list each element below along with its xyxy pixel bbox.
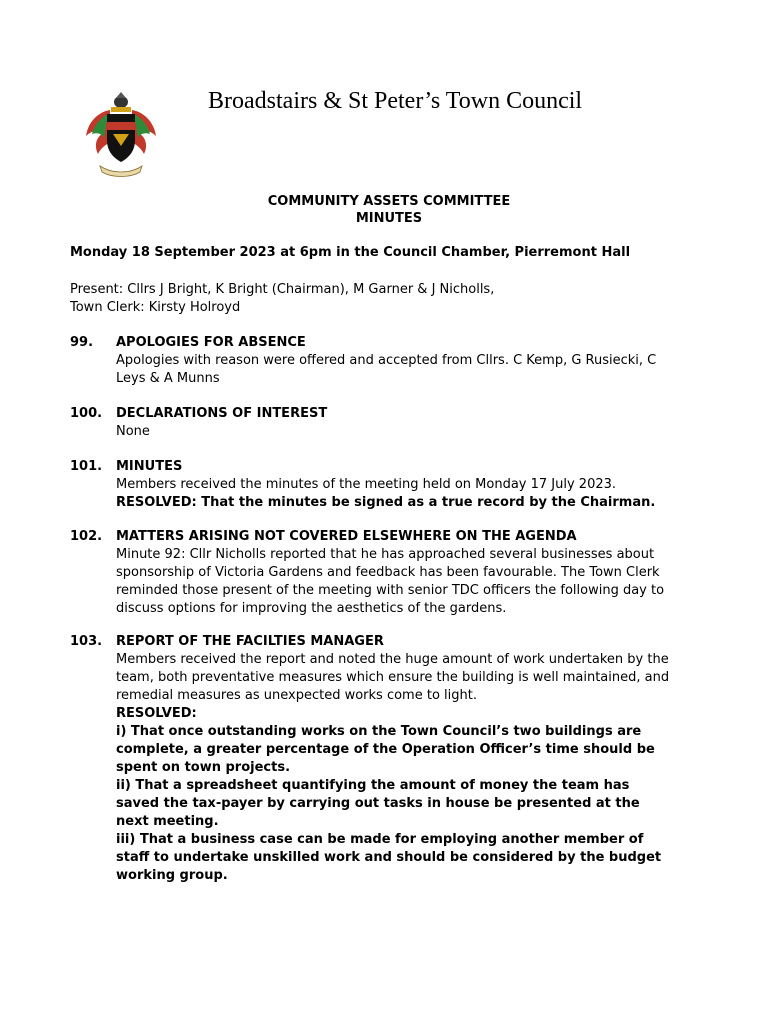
- item-text: None: [116, 424, 150, 439]
- item-title: MATTERS ARISING NOT COVERED ELSEWHERE ON THE AGENDA: [116, 529, 577, 544]
- minute-item-101: [70, 458, 710, 512]
- minute-item-99: [70, 334, 710, 388]
- minute-item-100: [70, 405, 710, 441]
- item-title: REPORT OF THE FACILTIES MANAGER: [116, 634, 384, 649]
- minute-item-103: [70, 633, 710, 885]
- attendance: [70, 281, 494, 317]
- item-number: 102.: [70, 529, 103, 544]
- minute-item-102: [70, 528, 710, 618]
- item-title: DECLARATIONS OF INTEREST: [116, 406, 328, 421]
- item-text: Minute 92: Cllr Nicholls reported that he has approached several businesses about sponsorship of Victoria Gardens and feedback has been favourable. The Town Clerk reminded those present of the meeting with senior TDC officers the following day to discuss options for improving the aesthetics of the gardens.: [116, 547, 665, 616]
- present-line: Present: Cllrs J Bright, K Bright (Chairman), M Garner & J Nicholls,: [70, 282, 495, 297]
- committee-title: COMMUNITY ASSETS COMMITTEE: [267, 194, 511, 209]
- meeting-details: Monday 18 September 2023 at 6pm in the Council Chamber, Pierremont Hall: [70, 245, 631, 260]
- resolution: RESOLVED: i) That once outstanding works on the Town Council’s two buildings are complete, a greater percentage of the Operation Officer’s time should be spent on town projects. ii) That a spreadsheet quantifying the amount of money the team has saved the tax-payer by carrying out tasks in house be presented at the next meeting. iii) That a business case can be made for employing another member of staff to undertake unskilled work and should be considered by the budget working group.: [116, 706, 662, 883]
- item-number: 103.: [70, 634, 103, 649]
- item-number: 100.: [70, 406, 103, 421]
- town-clerk-line: Town Clerk: Kirsty Holroyd: [70, 300, 241, 315]
- resolution: RESOLVED: That the minutes be signed as a true record by the Chairman.: [116, 495, 656, 510]
- document-subtitle: MINUTES: [355, 211, 423, 226]
- item-text: Members received the report and noted the huge amount of work undertaken by the team, both preventative measures which ensure the building is well maintained, and remedial measures as unexpected works come to light.: [116, 652, 670, 703]
- item-text: Members received the minutes of the meeting held on Monday 17 July 2023.: [116, 477, 617, 492]
- item-title: APOLOGIES FOR ABSENCE: [116, 335, 306, 350]
- item-title: MINUTES: [116, 459, 183, 474]
- item-number: 101.: [70, 459, 103, 474]
- item-text: Apologies with reason were offered and accepted from Cllrs. C Kemp, G Rusiecki, C Leys & A Munns: [116, 353, 657, 386]
- item-number: 99.: [70, 335, 94, 350]
- coat-of-arms-icon: [80, 88, 162, 180]
- council-name: Broadstairs & St Peter’s Town Council: [208, 88, 583, 114]
